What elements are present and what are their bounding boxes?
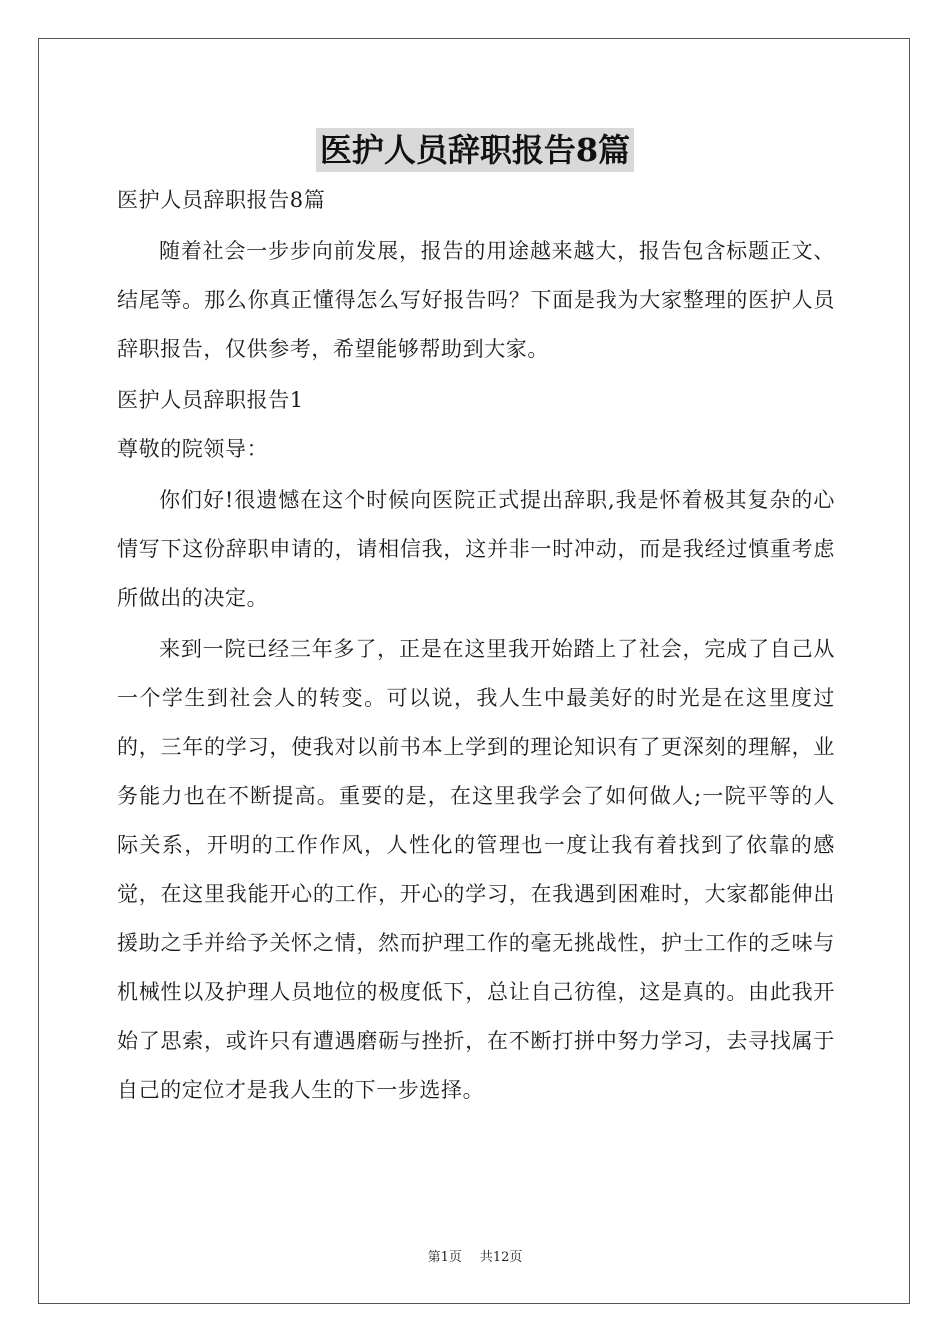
body-paragraph-2: 来到一院已经三年多了，正是在这里我开始踏上了社会，完成了自己从一个学生到社会人的转变。可以说，我人生中最美好的时光是在这里度过的，三年的学习，使我对以前书本上学到的理论知识有了更深刻的理解，业务能力也在不断提高。重要的是，在这里我学会了如何做人;一院平等的人际关系，开明的工作作风，人性化的管理也一度让我有着找到了依靠的感觉，在这里我能开心的工作，开心的学习，在我遇到困难时，大家都能伸出援助之手并给予关怀之情，然而护理工作的毫无挑战性，护士工作的乏味与机械性以及护理人员地位的极度低下，总让自己彷徨，这是真的。由此我开始了思索，或许只有遭遇磨砺与挫折，在不断打拼中努力学习，去寻找属于自己的定位才是我人生的下一步选择。 [117,637,835,1102]
page-footer [0,1246,950,1265]
section-heading: 医护人员辞职报告1 [117,388,304,412]
page-total: 共12页 [479,1250,523,1265]
document-body [117,176,835,1115]
page-number: 第1页 [427,1250,462,1265]
document-title: 医护人员辞职报告8篇 [316,128,634,172]
title-container [0,128,950,172]
body-paragraph-1: 你们好!很遗憾在这个时候向医院正式提出辞职,我是怀着极其复杂的心情写下这份辞职申请的，请相信我，这并非一时冲动，而是我经过慎重考虑所做出的决定。 [117,488,835,610]
salutation: 尊敬的院领导： [117,437,269,461]
intro-paragraph: 随着社会一步步向前发展，报告的用途越来越大，报告包含标题正文、结尾等。那么你真正懂得怎么写好报告吗？下面是我为大家整理的医护人员辞职报告，仅供参考，希望能够帮助到大家。 [117,239,835,361]
document-subtitle: 医护人员辞职报告8篇 [117,188,326,212]
